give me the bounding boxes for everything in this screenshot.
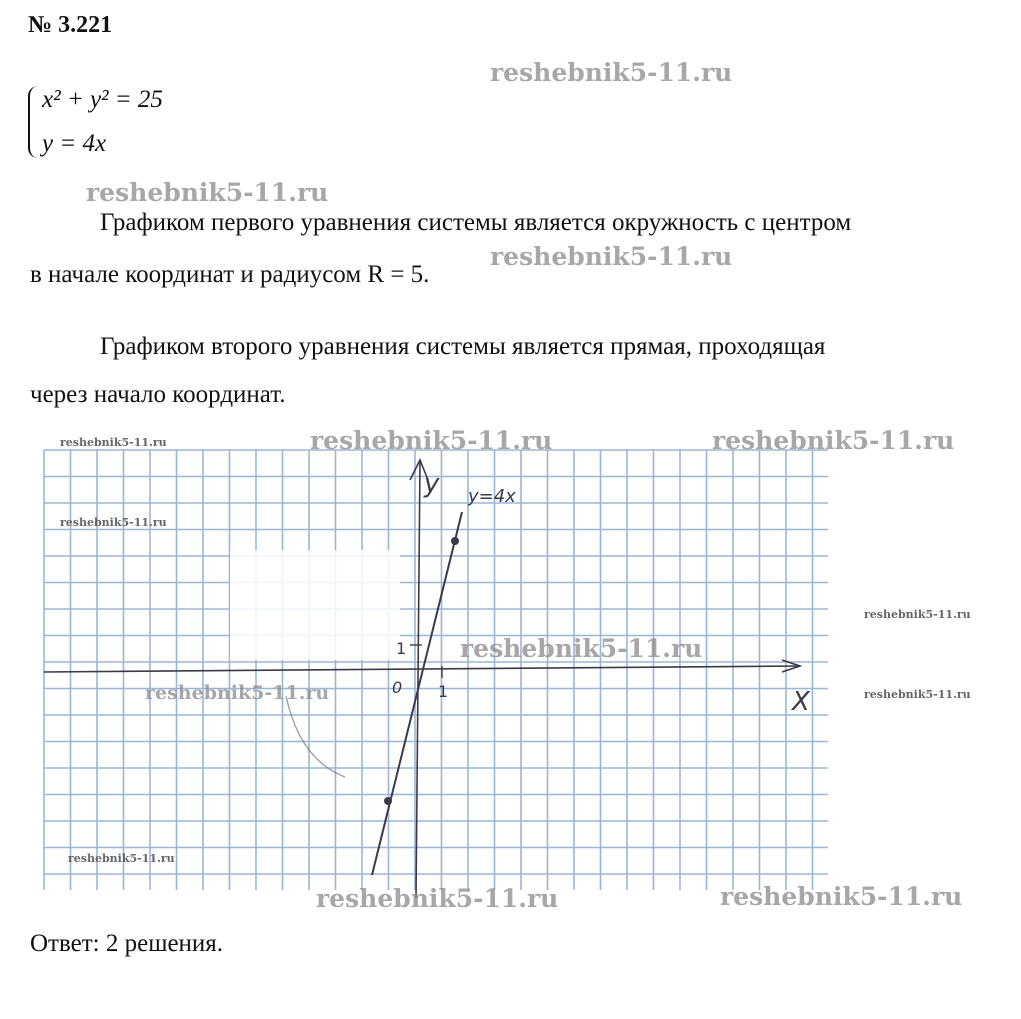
watermark: reshebnik5-11.ru <box>460 634 703 663</box>
hand-drawn-graph <box>0 420 1021 920</box>
equation-1: x² + y² = 25 <box>42 86 163 113</box>
paragraph-1-line-1: Графиком первого уравнения системы является окружность с центром <box>100 209 852 236</box>
answer: Ответ: 2 решения. <box>30 930 224 957</box>
x-tick-label: 1 <box>438 682 449 701</box>
paragraph-1-line-2: в начале координат и радиусом R = 5. <box>30 261 430 288</box>
watermark-small: reshebnik5-11.ru <box>864 688 971 701</box>
y-axis-label: y <box>424 469 440 499</box>
watermark-small: reshebnik5-11.ru <box>60 436 167 449</box>
watermark: reshebnik5-11.ru <box>490 58 733 87</box>
task-number: № 3.221 <box>28 12 113 38</box>
watermark: reshebnik5-11.ru <box>145 682 330 704</box>
x-axis-label: X <box>792 687 810 717</box>
scan-blank-patch <box>230 550 400 660</box>
intersection-point <box>451 537 459 545</box>
watermark: reshebnik5-11.ru <box>310 426 553 455</box>
watermark: reshebnik5-11.ru <box>712 426 955 455</box>
watermark: reshebnik5-11.ru <box>720 882 963 911</box>
watermark: reshebnik5-11.ru <box>86 178 329 207</box>
watermark-small: reshebnik5-11.ru <box>864 608 971 621</box>
watermark-small: reshebnik5-11.ru <box>60 516 167 529</box>
paragraph-2-line-2: через начало координат. <box>30 381 286 408</box>
paragraph-2-line-1: Графиком второго уравнения системы является прямая, проходящая <box>100 333 826 360</box>
watermark: reshebnik5-11.ru <box>316 884 559 913</box>
origin-label: 0 <box>392 678 403 697</box>
y-tick-label: 1 <box>396 639 407 658</box>
intersection-point <box>384 797 392 805</box>
watermark: reshebnik5-11.ru <box>490 242 733 271</box>
y-axis <box>416 460 420 898</box>
watermark-small: reshebnik5-11.ru <box>68 852 175 865</box>
system-brace <box>28 86 40 158</box>
line-label: y=4x <box>468 486 516 507</box>
equation-2: y = 4x <box>42 130 107 157</box>
